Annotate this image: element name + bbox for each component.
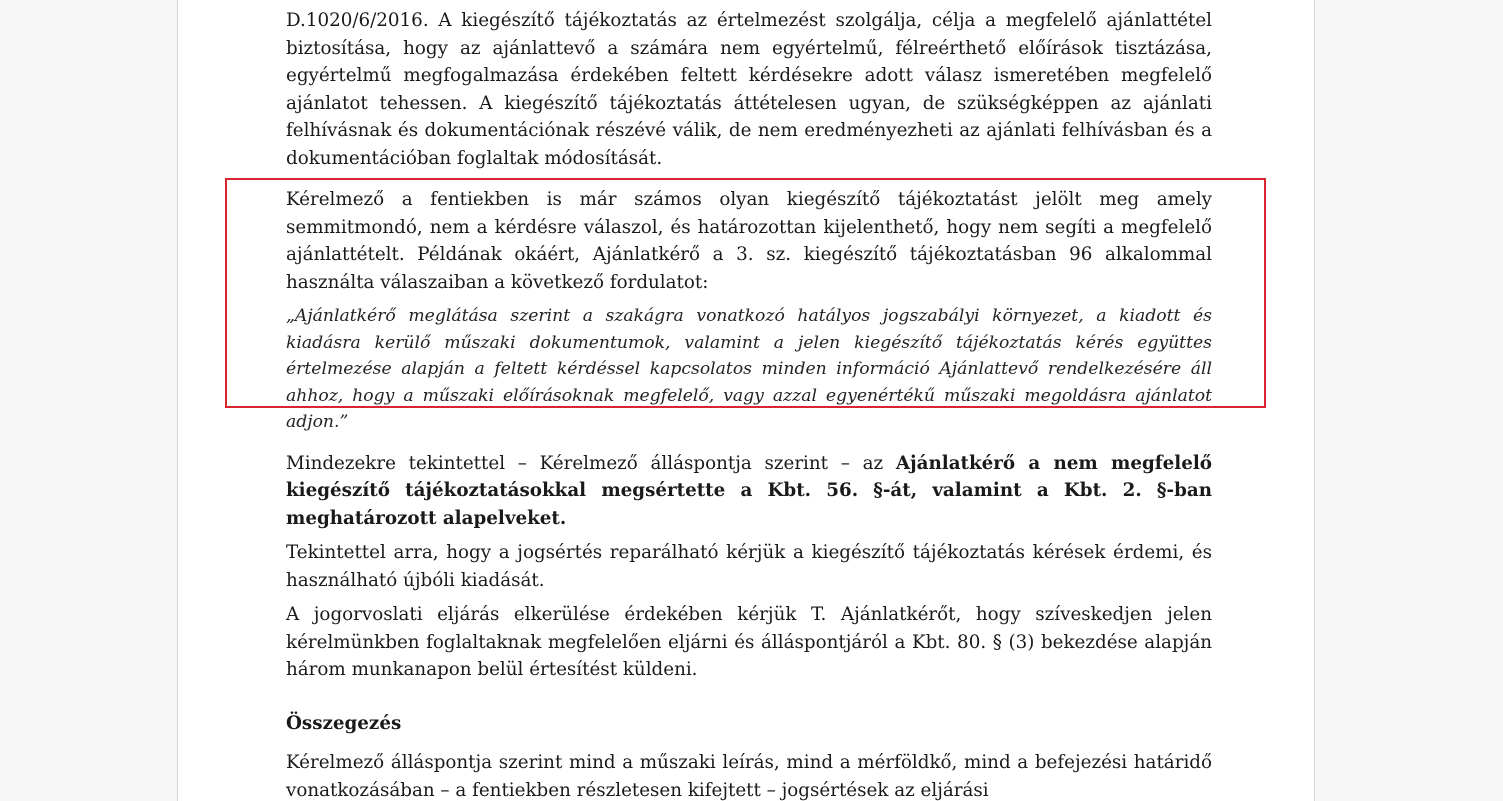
section-heading-summary: Összegezés — [286, 712, 402, 734]
paragraph-6: Kérelmező álláspontja szerint mind a műszaki leírás, mind a mérföldkő, mind a befejezési határidő vonatkozásában – a fentiekben részletesen kifejtett – jogsértések az eljárási — [286, 752, 1212, 801]
paragraph-3-lead: Mindezekre tekintettel – Kérelmező álláspontja szerint – az — [286, 452, 896, 474]
paragraph-4: Tekintettel arra, hogy a jogsértés reparálható kérjük a kiegészítő tájékoztatás kérések érdemi, és használható újbóli kiadását. — [286, 542, 1212, 591]
paragraph-1: D.1020/6/2016. A kiegészítő tájékoztatás az értelmezést szolgálja, célja a megfelelő ajánlattétel biztosítása, hogy az ajánlattevő a számára nem egyértelmű, félreérthető előírások tisztázása, egyértelmű megfogalmazása érdekében feltett kérdésekre adott válasz ismeretében megfelelő ajánlatot tehessen. A kiegészítő tájékoztatás áttételesen ugyan, de szükségképpen az ajánlati felhívásnak és dokumentációnak részévé válik, de nem eredményezheti az ajánlati felhívásban és a dokumentációban foglaltak módosítását. — [286, 10, 1212, 169]
paragraph-2: Kérelmező a fentiekben is már számos olyan kiegészítő tájékoztatást jelölt meg amely semmitmondó, nem a kérdésre válaszol, és határozottan kijelenthető, hogy nem segíti a megfelelő ajánlattételt. Példának okáért, Ajánlatkérő a 3. sz. kiegészítő tájékoztatásban 96 alkalommal használta válaszaiban a következő fordulatot: — [286, 189, 1212, 293]
paragraph-5: A jogorvoslati eljárás elkerülése érdekében kérjük T. Ajánlatkérőt, hogy szíveskedjen jelen kérelmünkben foglaltaknak megfelelően eljárni és álláspontjáról a Kbt. 80. § (3) bekezdése alapján három munkanapon belül értesítést küldeni. — [286, 604, 1212, 680]
paragraph-3 — [286, 450, 1212, 533]
paragraph-3-bold: Ajánlatkérő a nem megfelelő kiegészítő tájékoztatásokkal megsértette a Kbt. 56. §-át, valamint a Kbt. 2. §-ban meghatározott alapelveket. — [286, 452, 1212, 529]
document-body — [286, 7, 1212, 801]
quote-paragraph: „Ajánlatkérő meglátása szerint a szakágra vonatkozó hatályos jogszabályi környezet, a kiadott és kiadásra kerülő műszaki dokumentumok, valamint a jelen kiegészítő tájékoztatás kérés együttes értelmezése alapján a feltett kérdéssel kapcsolatos minden információ Ajánlattevő rendelkezésére áll ahhoz, hogy a műszaki előírásoknak megfelelő, vagy azzal egyenértékű műszaki megoldásra ajánlatot adjon.” — [286, 306, 1212, 432]
document-page — [177, 0, 1315, 801]
